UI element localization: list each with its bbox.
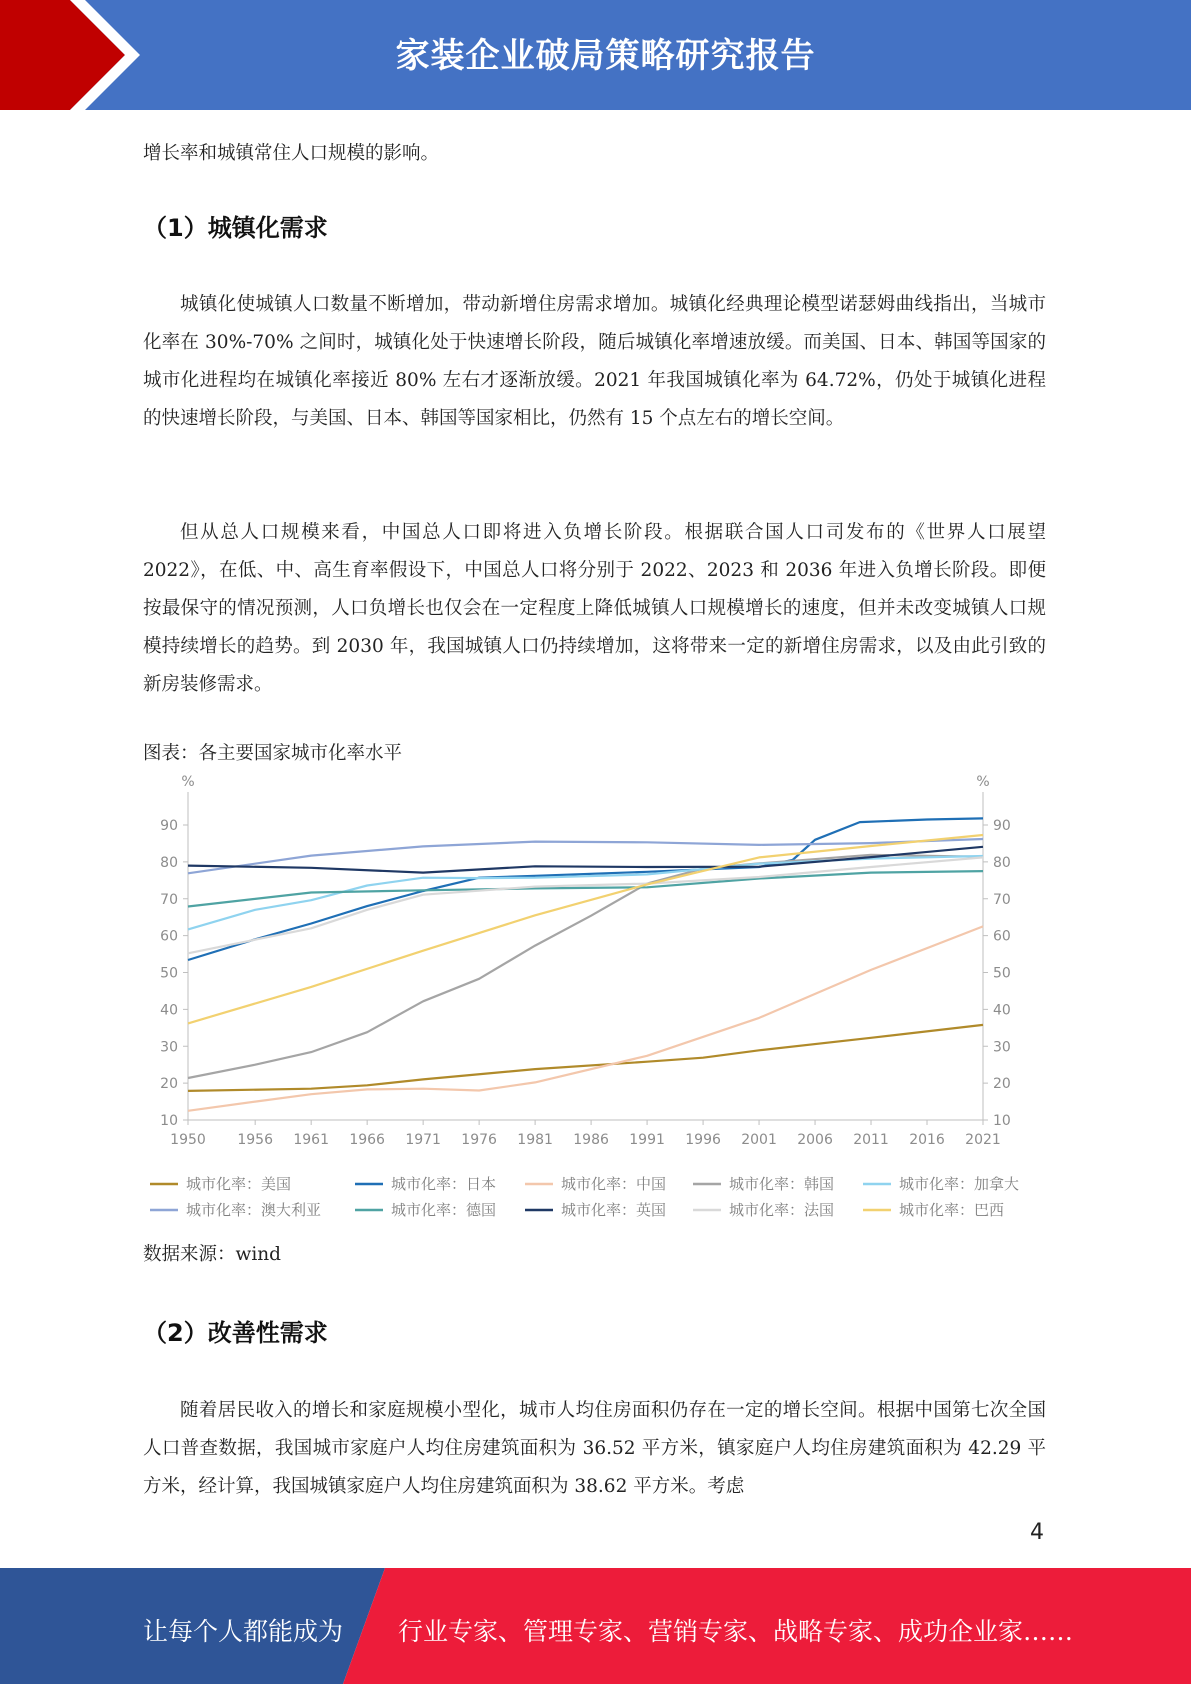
x-tick-label: 1971	[405, 1132, 441, 1148]
x-tick-label: 1986	[573, 1132, 609, 1148]
legend-label: 城市化率：中国	[561, 1175, 667, 1193]
x-tick-label: 1961	[293, 1132, 329, 1148]
legend-label: 城市化率：德国	[391, 1201, 497, 1219]
x-tick-label: 1956	[237, 1132, 274, 1148]
footer-slogan-right: 行业专家、管理专家、营销专家、战略专家、成功企业家……	[398, 1617, 1074, 1646]
x-tick-label: 2011	[853, 1132, 889, 1148]
x-tick-label: 1966	[349, 1132, 385, 1148]
y-tick-label-left: 90	[160, 818, 178, 834]
chart-caption: 图表：各主要国家城市化率水平	[143, 743, 403, 764]
urbanization-line-chart	[130, 772, 1060, 1232]
header-title: 家装企业破局策略研究报告	[395, 36, 816, 76]
x-tick-label: 1976	[461, 1132, 497, 1148]
y-unit-left: %	[181, 774, 195, 790]
footer-slogan-left: 让每个人都能成为	[143, 1617, 344, 1646]
legend-label: 城市化率：巴西	[899, 1201, 1005, 1219]
y-tick-label-left: 50	[160, 965, 178, 982]
y-tick-label-left: 10	[160, 1113, 178, 1129]
y-tick-label-left: 20	[160, 1076, 178, 1093]
x-tick-label: 1981	[517, 1132, 553, 1148]
legend-label: 城市化率：加拿大	[899, 1175, 1020, 1193]
y-tick-label-right: 60	[993, 928, 1011, 945]
y-tick-label-right: 90	[993, 818, 1011, 834]
y-tick-label-left: 30	[160, 1039, 178, 1056]
section-heading-improvement: （2）改善性需求	[143, 1319, 328, 1347]
x-tick-label: 2006	[797, 1132, 833, 1148]
page-header	[0, 0, 1191, 110]
paragraph-intro-tail: 增长率和城镇常住人口规模的影响。	[143, 143, 440, 164]
legend-label: 城市化率：澳大利亚	[186, 1201, 322, 1219]
x-tick-label: 1950	[170, 1132, 206, 1148]
y-tick-label-left: 60	[160, 928, 178, 945]
section-heading-urbanization: （1）城镇化需求	[143, 214, 328, 242]
legend-label: 城市化率：法国	[729, 1201, 835, 1219]
x-tick-label: 2001	[741, 1132, 777, 1148]
y-tick-label-right: 40	[993, 1002, 1011, 1019]
y-tick-label-right: 70	[993, 891, 1011, 908]
legend-label: 城市化率：美国	[186, 1175, 292, 1193]
y-tick-label-right: 80	[993, 854, 1011, 871]
series-line	[188, 926, 983, 1110]
y-tick-label-left: 40	[160, 1002, 178, 1019]
y-tick-label-left: 80	[160, 854, 178, 871]
series-line	[188, 1025, 983, 1091]
y-tick-label-right: 30	[993, 1039, 1011, 1056]
paragraph-urbanization: 城镇化使城镇人口数量不断增加，带动新增住房需求增加。城镇化经典理论模型诺瑟姆曲线指出，当城市化率在 30%-70% 之间时，城镇化处于快速增长阶段，随后城镇化率增速放缓。而美国、日本、韩国等国家的城市化进程均在城镇化率接近 80% 左右才逐渐放缓。2021 年我国城镇化率为 64.72%，仍处于城镇化进程的快速增长阶段，与美国、日本、韩国等国家相比，仍然有 15 个点左右的增长空间。	[143, 294, 1046, 429]
legend-label: 城市化率：日本	[391, 1175, 497, 1193]
y-tick-label-right: 50	[993, 965, 1011, 982]
data-source: 数据来源：wind	[143, 1244, 282, 1265]
legend-label: 城市化率：英国	[561, 1201, 667, 1219]
y-unit-right: %	[976, 774, 990, 790]
page-footer	[0, 1568, 1191, 1684]
x-tick-label: 1996	[685, 1132, 721, 1148]
page-number: 4	[1030, 1520, 1044, 1545]
y-tick-label-right: 20	[993, 1076, 1011, 1093]
paragraph-improvement: 随着居民收入的增长和家庭规模小型化，城市人均住房面积仍存在一定的增长空间。根据中国第七次全国人口普查数据，我国城市家庭户人均住房建筑面积为 36.52 平方米，镇家庭户人均住房建筑面积为 42.29 平方米，经计算，我国城镇家庭户人均住房建筑面积为 38.62 平方米。考虑	[143, 1400, 1046, 1497]
series-line	[188, 857, 983, 953]
paragraph-population: 但从总人口规模来看，中国总人口即将进入负增长阶段。根据联合国人口司发布的《世界人口展望 2022》，在低、中、高生育率假设下，中国总人口将分别于 2022、2023 和 2036 年进入负增长阶段。即便按最保守的情况预测，人口负增长也仅会在一定程度上降低城镇人口规模增长的速度，但并未改变城镇人口规模持续增长的趋势。到 2030 年，我国城镇人口仍持续增加，这将带来一定的新增住房需求，以及由此引致的新房装修需求。	[143, 522, 1046, 695]
y-tick-label-left: 70	[160, 891, 178, 908]
series-line	[188, 818, 983, 960]
x-tick-label: 2021	[965, 1132, 1001, 1148]
y-tick-label-right: 10	[993, 1113, 1011, 1129]
legend-label: 城市化率：韩国	[729, 1175, 835, 1193]
x-tick-label: 1991	[629, 1132, 665, 1148]
x-tick-label: 2016	[909, 1132, 945, 1148]
